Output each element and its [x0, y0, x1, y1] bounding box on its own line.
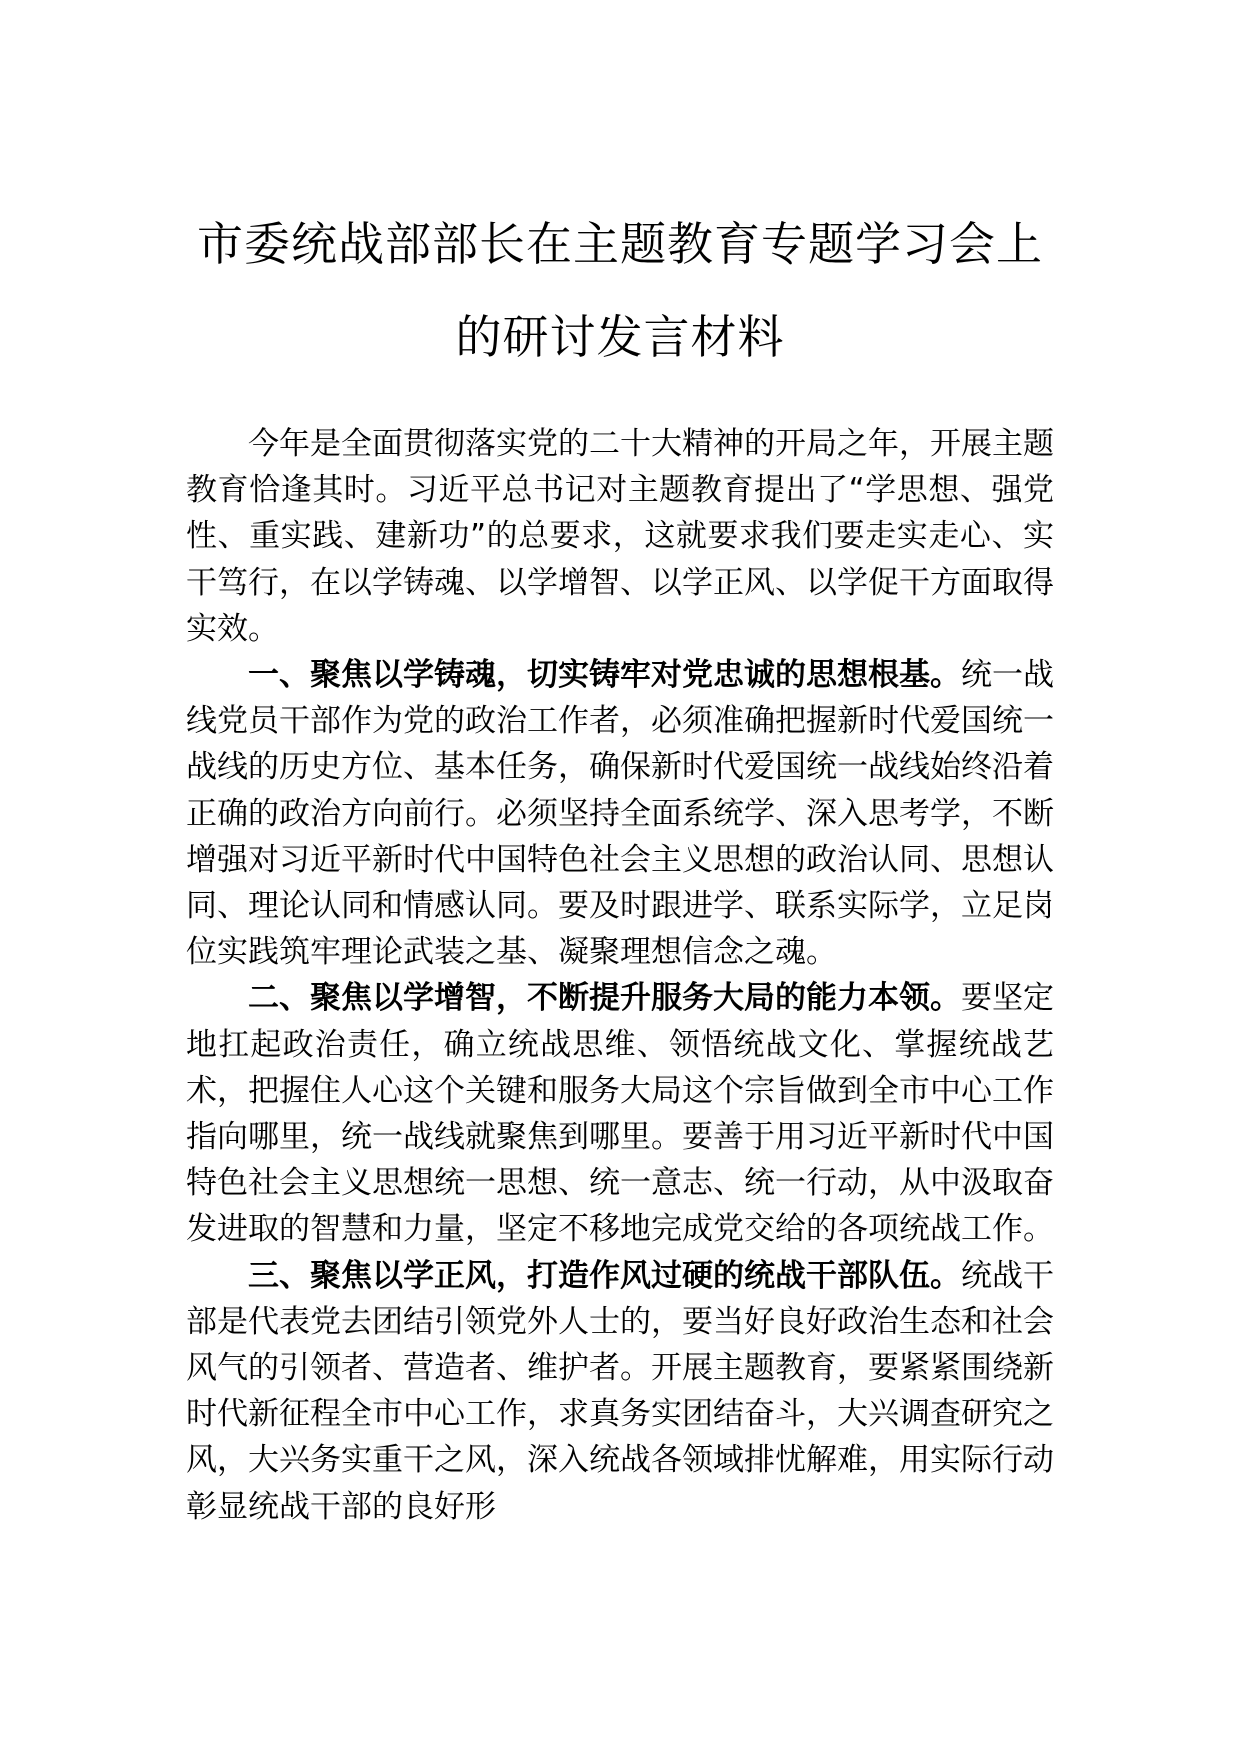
- section-1-paragraph: [186, 652, 1054, 975]
- section-3-text: 统战干部是代表党去团结引领党外人士的，要当好良好政治生态和社会风气的引领者、营造者、维护者。开展主题教育，要紧紧围绕新时代新征程全市中心工作，求真务实团结奋斗，大兴调查研究之风，大兴务实重干之风，深入统战各领域排忧解难，用实际行动彰显统战干部的良好形: [186, 1257, 1054, 1525]
- document-title-line-2: 的研讨发言材料: [455, 310, 785, 364]
- section-2-heading: 二、聚焦以学增智，不断提升服务大局的能力本领。: [248, 980, 961, 1017]
- section-1-heading: 一、聚焦以学铸魂，切实铸牢对党忠诚的思想根基。: [248, 657, 961, 694]
- document-title-line-1: 市委统战部部长在主题教育专题学习会上: [197, 217, 1043, 271]
- document-body: [186, 421, 1054, 1530]
- section-3-heading: 三、聚焦以学正风，打造作风过硬的统战干部队伍。: [248, 1257, 961, 1294]
- section-3-paragraph: [186, 1253, 1054, 1530]
- section-1-text: 统一战线党员干部作为党的政治工作者，必须准确把握新时代爱国统一战线的历史方位、基本任务，确保新时代爱国统一战线始终沿着正确的政治方向前行。必须坚持全面系统学、深入思考学，不断增强对习近平新时代中国特色社会主义思想的政治认同、思想认同、理论认同和情感认同。要及时跟进学、联系实际学，立足岗位实践筑牢理论武装之基、凝聚理想信念之魂。: [186, 657, 1054, 971]
- section-2-text: 要坚定地扛起政治责任，确立统战思维、领悟统战文化、掌握统战艺术，把握住人心这个关键和服务大局这个宗旨做到全市中心工作指向哪里，统一战线就聚焦到哪里。要善于用习近平新时代中国特色社会主义思想统一思想、统一意志、统一行动，从中汲取奋发进取的智慧和力量，坚定不移地完成党交给的各项统战工作。: [186, 980, 1054, 1248]
- section-2-paragraph: [186, 975, 1054, 1252]
- intro-paragraph: 今年是全面贯彻落实党的二十大精神的开局之年，开展主题教育恰逢其时。习近平总书记对主题教育提出了“学思想、强党性、重实践、建新功”的总要求，这就要求我们要走实走心、实干笃行，在以学铸魂、以学增智、以学正风、以学促干方面取得实效。: [186, 426, 1054, 647]
